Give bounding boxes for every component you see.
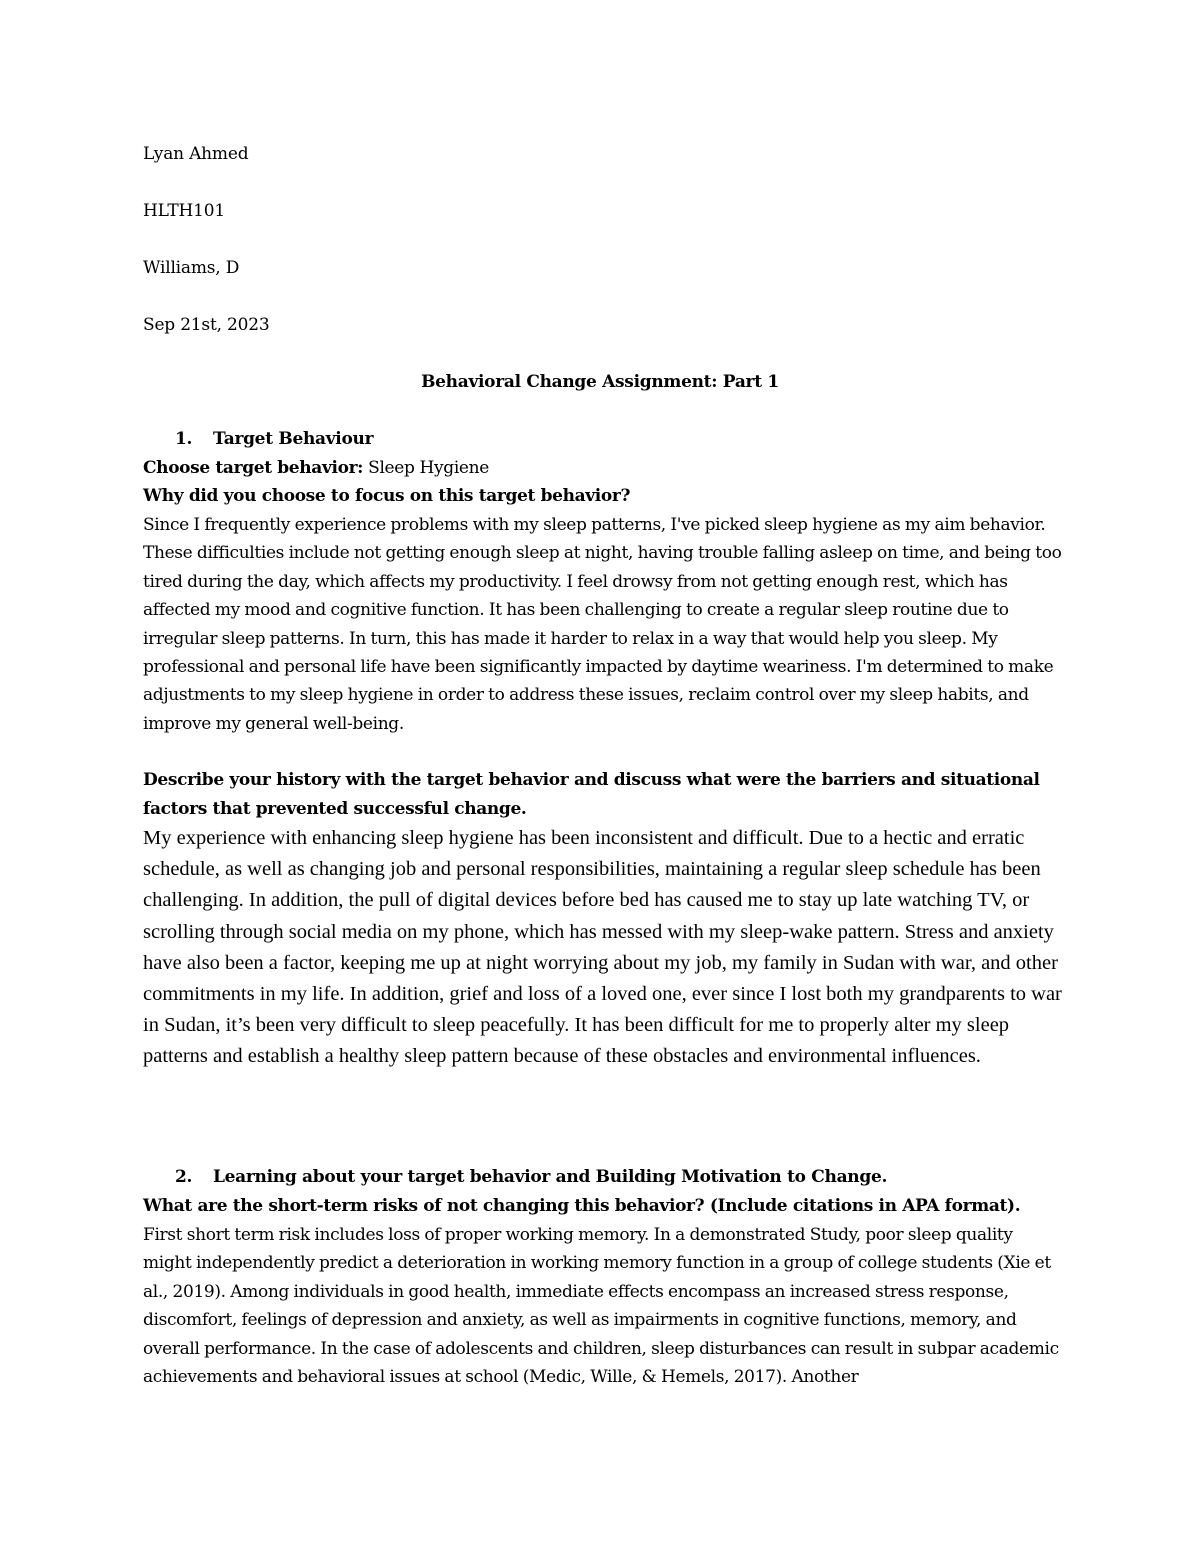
course-code: HLTH101 xyxy=(143,201,225,221)
history-answer: My experience with enhancing sleep hygiene has been inconsistent and difficult. Due to a hectic and erratic schedule, as well as changing job and personal responsibilities, maintaining a regular sleep schedule has been challenging. In addition, the pull of digital devices before bed has caused me to stay up late watching TV, or scrolling through social media on my phone, which has messed with my sleep-wake pattern. Stress and anxiety have also been a factor, keeping me up at night worrying about my job, my family in Sudan with war, and other commitments in my life. In addition, grief and loss of a loved one, ever since I lost both my grandparents to war in Sudan, it’s been very difficult to sleep peacefully. It has been difficult for me to properly alter my sleep patterns and establish a healthy sleep pattern because of these obstacles and environmental influences. xyxy=(143,827,1062,1068)
choose-target-value: Sleep Hygiene xyxy=(363,458,489,478)
risks-answer: First short term risk includes loss of proper working memory. In a demonstrated Study, poor sleep quality might independently predict a deterioration in working memory function in a group of college students (Xie et al., 2019). Among individuals in good health, immediate effects encompass an increased stress response, discomfort, feelings of depression and anxiety, as well as impairments in cognitive functions, memory, and overall performance. In the case of adolescents and children, sleep disturbances can result in subpar academic achievements and behavioral issues at school (Medic, Wille, & Hemels, 2017). Another xyxy=(143,1225,1059,1388)
choose-target-line xyxy=(143,454,1063,483)
section-2-title: Learning about your target behavior and Building Motivation to Change. xyxy=(213,1167,888,1187)
choose-target-label: Choose target behavior: xyxy=(143,458,364,478)
section-1-title: Target Behaviour xyxy=(213,429,374,449)
section-2-number: 2. xyxy=(175,1167,193,1187)
history-question: Describe your history with the target behavior and discuss what were the barriers and situational factors that prevented successful change. xyxy=(143,770,1040,819)
section-2-heading xyxy=(175,1166,887,1188)
instructor-name: Williams, D xyxy=(143,258,240,278)
why-answer: Since I frequently experience problems with my sleep patterns, I've picked sleep hygiene as my aim behavior. These difficulties include not getting enough sleep at night, having trouble falling asleep on time, and being too tired during the day, which affects my productivity. I feel drowsy from not getting enough rest, which has affected my mood and cognitive function. It has been challenging to create a regular sleep routine due to irregular sleep patterns. In turn, this has made it harder to relax in a way that would help you sleep. My professional and personal life have been significantly impacted by daytime weariness. I'm determined to make adjustments to my sleep hygiene in order to address these issues, reclaim control over my sleep habits, and improve my general well-being. xyxy=(143,515,1062,734)
student-name: Lyan Ahmed xyxy=(143,144,249,164)
section-1-heading xyxy=(175,428,373,450)
why-question: Why did you choose to focus on this target behavior? xyxy=(143,486,631,506)
document-title: Behavioral Change Assignment: Part 1 xyxy=(421,372,779,392)
section-1-number: 1. xyxy=(175,429,193,449)
submission-date: Sep 21st, 2023 xyxy=(143,315,270,335)
risks-question: What are the short-term risks of not changing this behavior? (Include citations in APA format). xyxy=(143,1196,1021,1216)
